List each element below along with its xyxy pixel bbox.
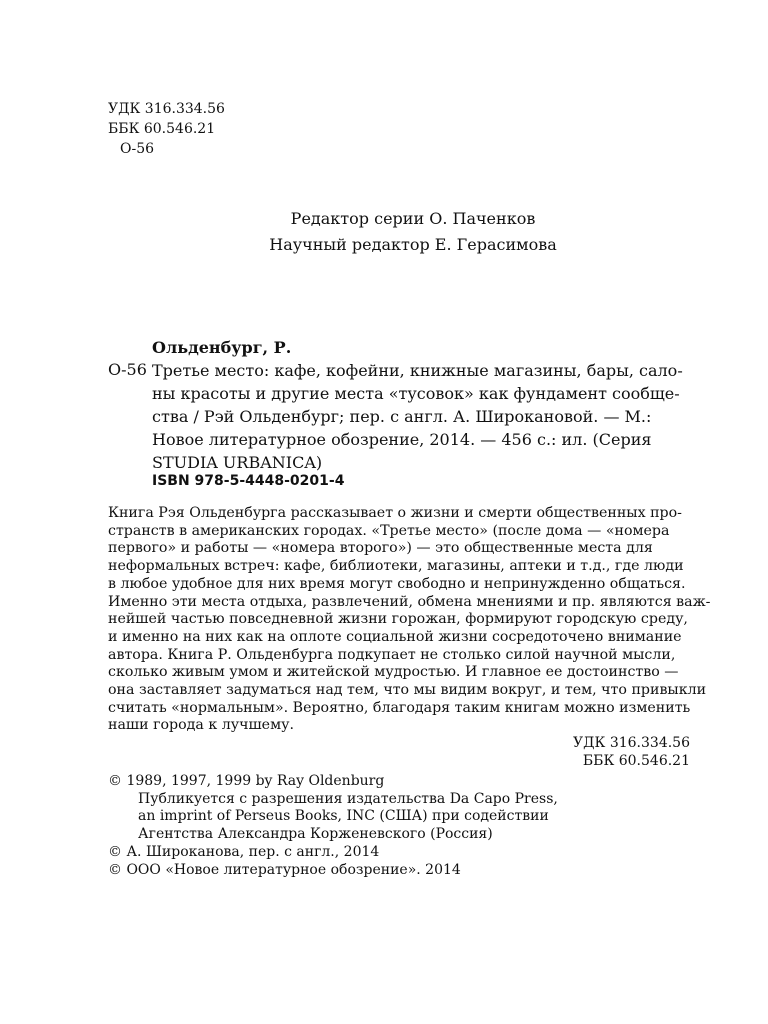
bbk-code-bottom: ББК 60.546.21 bbox=[582, 753, 690, 769]
bibliography-author: Ольденбург, Р. bbox=[152, 338, 292, 357]
annotation-line: она заставляет задуматься над тем, что мы видим вокруг, и тем, что привыкли bbox=[108, 682, 707, 699]
annotation-line: в любое удобное для них время могут свободно и непринужденно общаться. bbox=[108, 575, 686, 592]
bibliography-line: Третье место: кафе, кофейни, книжные магазины, бары, сало- bbox=[152, 361, 683, 380]
copyright-permission-line: an imprint of Perseus Books, INC (США) при содействии bbox=[138, 808, 549, 825]
editors-block bbox=[0, 206, 768, 258]
bbk-code: ББК 60.546.21 bbox=[108, 121, 216, 137]
copyright-block bbox=[108, 773, 558, 879]
annotation-line: нейшей частью повседневной жизни горожан, формируют городскую среду, bbox=[108, 611, 688, 628]
bibliography-line: ны красоты и другие места «тусовок» как фундамент сообще- bbox=[152, 384, 680, 403]
annotation-line: Книга Рэя Ольденбурга рассказывает о жизни и смерти общественных про- bbox=[108, 505, 682, 521]
bibliography-code: О-56 bbox=[108, 360, 147, 379]
copyright-permission-line: Публикуется с разрешения издательства Da Capo Press, bbox=[138, 790, 558, 807]
copyright-publisher: © ООО «Новое литературное обозрение». 2014 bbox=[108, 861, 461, 878]
series-editor: Редактор серии О. Паченков bbox=[290, 209, 536, 228]
annotation-line: считать «нормальным». Вероятно, благодаря таким книгам можно изменить bbox=[108, 699, 691, 716]
annotation-line: Именно эти места отдыха, развлечений, обмена мнениями и пр. являются важ- bbox=[108, 593, 711, 610]
copyright-permission-line: Агентства Александра Корженевского (Россия) bbox=[138, 826, 493, 843]
isbn: ISBN 978-5-4448-0201-4 bbox=[152, 473, 345, 489]
copyright-original: © 1989, 1997, 1999 by Ray Oldenburg bbox=[108, 773, 385, 789]
bibliography-line: STUDIA URBANICA) bbox=[152, 453, 323, 472]
copyright-translation: © А. Широканова, пер. с англ., 2014 bbox=[108, 843, 380, 860]
classification-codes-bottom bbox=[573, 734, 690, 770]
annotation-line: странств в американских городах. «Третье место» (после дома — «номера bbox=[108, 522, 670, 539]
udk-code-bottom: УДК 316.334.56 bbox=[573, 735, 690, 751]
bibliography-description bbox=[152, 359, 688, 474]
classification-codes bbox=[108, 99, 225, 159]
science-editor: Научный редактор Е. Герасимова bbox=[269, 235, 557, 254]
annotation-line: автора. Книга Р. Ольденбурга подкупает не столько силой научной мысли, bbox=[108, 646, 676, 663]
udk-code: УДК 316.334.56 bbox=[108, 101, 225, 117]
bibliography-line: ства / Рэй Ольденбург; пер. с англ. А. Широкановой. — М.: bbox=[152, 407, 652, 426]
annotation-line: сколько живым умом и житейской мудростью. И главное ее достоинство — bbox=[108, 664, 679, 681]
annotation-line: и именно на них как на оплоте социальной жизни сосредоточено внимание bbox=[108, 628, 682, 645]
annotation-line: наши города к лучшему. bbox=[108, 717, 294, 734]
annotation bbox=[108, 505, 711, 735]
annotation-line: первого» и работы — «номера второго») — это общественные места для bbox=[108, 540, 653, 557]
author-mark: О-56 bbox=[120, 141, 155, 157]
annotation-line: неформальных встреч: кафе, библиотеки, магазины, аптеки и т.д., где люди bbox=[108, 558, 684, 575]
bibliography-line: Новое литературное обозрение, 2014. — 456 с.: ил. (Серия bbox=[152, 430, 652, 449]
